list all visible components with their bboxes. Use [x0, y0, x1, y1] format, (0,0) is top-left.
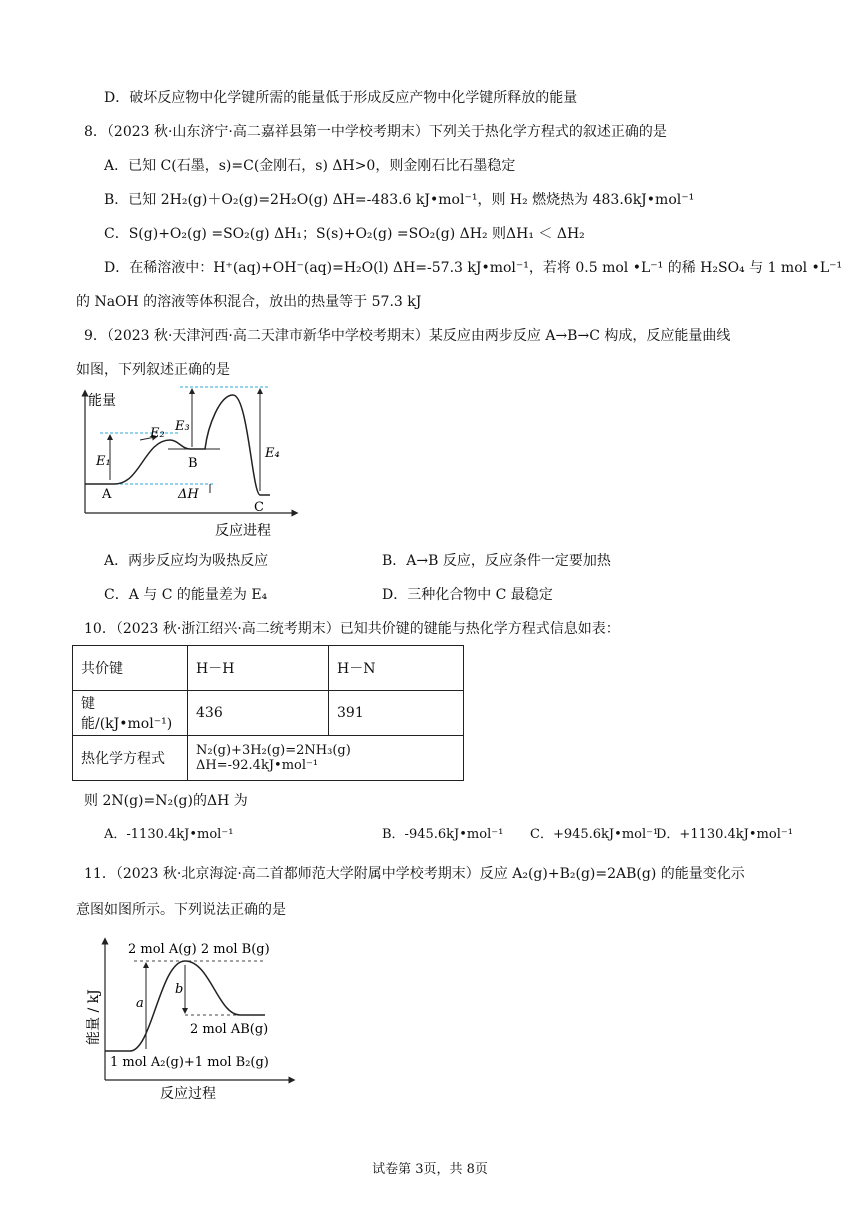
q10-ask: 则 2N(g)=N₂(g)的ΔH 为 — [84, 793, 248, 809]
label-e2: E₂ — [150, 426, 165, 441]
q9-option-d: D．三种化合物中 C 最稳定 — [382, 587, 553, 603]
q8-option-a: A．已知 C(石墨，s)=C(金刚石，s) ΔH>0，则金刚石比石墨稳定 — [104, 158, 516, 174]
q8-option-d-line1: D．在稀溶液中：H⁺(aq)+OH⁻(aq)=H₂O(l) ΔH=-57.3 kJ•mol⁻¹，若将 0.5 mol •L⁻¹ 的稀 H₂SO₄ 与 1 mol •L⁻¹ — [104, 260, 843, 276]
q10-option-a: A．-1130.4kJ•mol⁻¹ — [104, 827, 234, 842]
label-c: C — [254, 500, 264, 515]
cell-r1c2: H－H — [188, 646, 329, 691]
q9-stem-line2: 如图，下列叙述正确的是 — [76, 362, 230, 378]
q9-energy-diagram — [70, 385, 310, 545]
q10-option-d: D．+1130.4kJ•mol⁻¹ — [656, 827, 793, 842]
cell-r2c1: 键能/(kJ•mol⁻¹) — [73, 691, 188, 736]
q8-option-d-line2: 的 NaOH 的溶液等体积混合，放出的热量等于 57.3 kJ — [76, 294, 422, 310]
cell-r2c3: 391 — [329, 691, 464, 736]
label-bottom: 1 mol A₂(g)+1 mol B₂(g) — [110, 1055, 269, 1070]
label-b: b — [175, 982, 184, 997]
q9-option-c: C．A 与 C 的能量差为 E₄ — [104, 587, 268, 603]
label-e3: E₃ — [175, 419, 190, 434]
q11-stem-line2: 意图如图所示。下列说法正确的是 — [76, 902, 286, 918]
q8-option-c: C．S(g)+O₂(g) =SO₂(g) ΔH₁；S(s)+O₂(g) =SO₂(g) ΔH₂ 则ΔH₁ ＜ ΔH₂ — [104, 226, 585, 242]
q8-option-b: B．已知 2H₂(g)＋O₂(g)=2H₂O(g) ΔH=-483.6 kJ•mol⁻¹，则 H₂ 燃烧热为 483.6kJ•mol⁻¹ — [104, 192, 695, 208]
label-e4: E₄ — [265, 446, 280, 461]
bond-energy-table — [72, 645, 464, 781]
cell-r1c3: H－N — [329, 646, 464, 691]
cell-r1c1: 共价键 — [73, 646, 188, 691]
q10-option-b: B．-945.6kJ•mol⁻¹ — [382, 827, 504, 842]
y-axis-label: 能量 — [88, 393, 116, 409]
label-b: B — [188, 456, 198, 471]
energy-curve — [85, 395, 270, 495]
q9-option-a: A．两步反应均为吸热反应 — [104, 553, 269, 569]
q10-stem: 10．（2023 秋·浙江绍兴·高二统考期末）已知共价键的键能与热化学方程式信息如表： — [84, 621, 620, 637]
q11-stem-line1: 11．（2023 秋·北京海淀·高二首都师范大学附属中学校考期末）反应 A₂(g)+B₂(g)=2AB(g) 的能量变化示 — [84, 866, 745, 882]
label-a: A — [102, 487, 112, 502]
x-axis-label: 反应过程 — [160, 1086, 216, 1102]
q8-stem: 8．（2023 秋·山东济宁·高二嘉祥县第一中学校考期末）下列关于热化学方程式的叙述正确的是 — [84, 124, 667, 140]
q9-stem-line1: 9．（2023 秋·天津河西·高二天津市新华中学校考期末）某反应由两步反应 A→B→C 构成，反应能量曲线 — [84, 328, 731, 344]
label-dh: ΔH — [178, 487, 199, 502]
cell-r3c1: 热化学方程式 — [73, 736, 188, 781]
label-top: 2 mol A(g) 2 mol B(g) — [128, 942, 270, 957]
cell-r2c2: 436 — [188, 691, 329, 736]
y-axis-label: 能量 / kJ — [86, 989, 102, 1045]
label-e1: E₁ — [96, 454, 111, 469]
page-footer: 试卷第 3页，共 8页 — [372, 1162, 488, 1177]
cell-r3c2: N₂(g)+3H₂(g)=2NH₃(g) ΔH=-92.4kJ•mol⁻¹ — [188, 736, 464, 781]
q10-option-c: C．+945.6kJ•mol⁻¹ — [530, 827, 659, 842]
label-mid: 2 mol AB(g) — [190, 1022, 269, 1037]
x-axis-label: 反应进程 — [215, 523, 271, 539]
q7-option-d: D．破坏反应物中化学键所需的能量低于形成反应产物中化学键所释放的能量 — [104, 90, 578, 106]
q9-option-b: B．A→B 反应，反应条件一定要加热 — [382, 553, 611, 569]
label-a: a — [136, 996, 144, 1011]
q11-energy-diagram — [86, 935, 300, 1105]
